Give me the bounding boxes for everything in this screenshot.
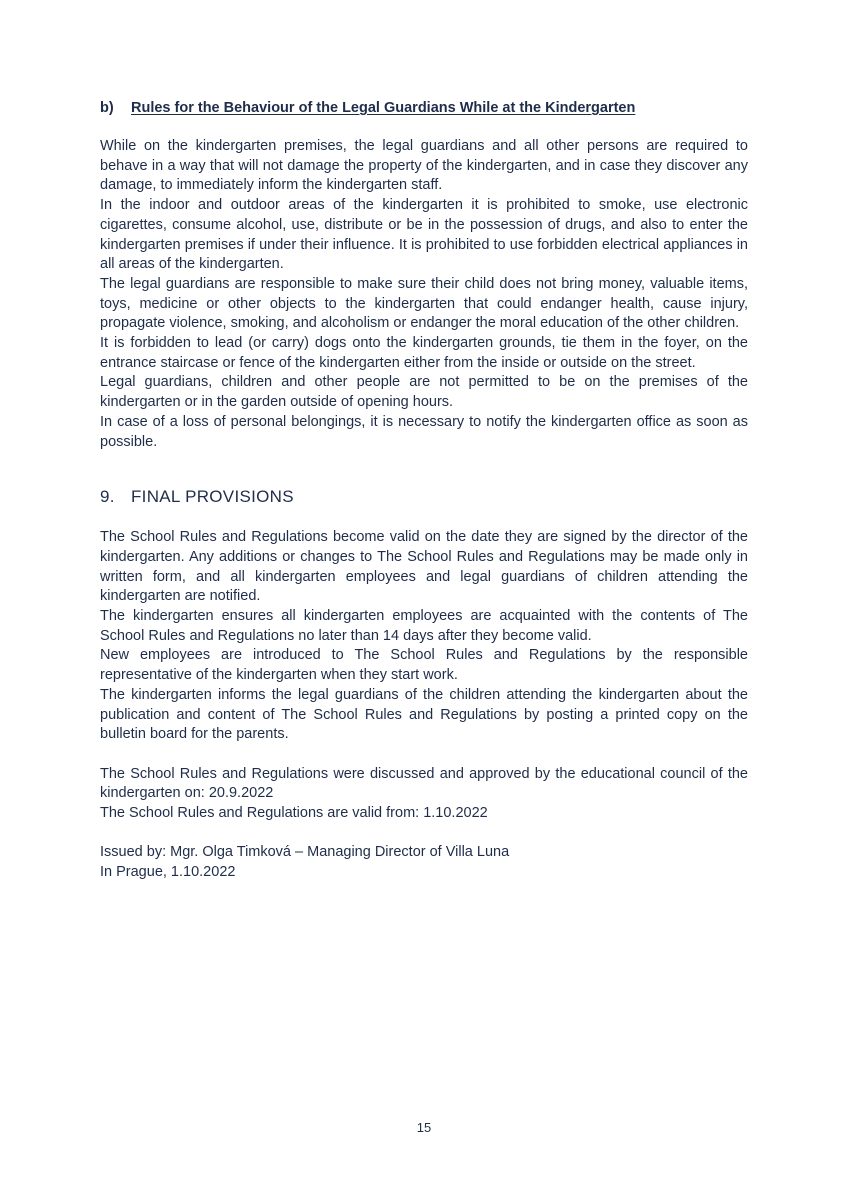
issued-block [100,843,748,882]
paragraph: It is forbidden to lead (or carry) dogs onto the kindergarten grounds, tie them in the foyer, on the entrance staircase or fence of the kindergarten either from the inside or outside on the street. [100,335,748,371]
subsection-body [100,137,748,452]
page-number: 15 [416,1120,432,1135]
paragraph: In the indoor and outdoor areas of the kindergarten it is prohibited to smoke, use electronic cigarettes, consume alcohol, use, distribute or be in the possession of drugs, and also to enter the kindergarten premises if under their influence. It is prohibited to use forbidden electrical appliances in all areas of the kindergarten. [100,197,748,273]
paragraph: The kindergarten ensures all kindergarten employees are acquainted with the contents of The School Rules and Regulations no later than 14 days after they become valid. [100,608,748,644]
paragraph: The School Rules and Regulations become valid on the date they are signed by the director of the kindergarten. Any additions or changes to The School Rules and Regulations may be made only in written form, and all kindergarten employees and legal guardians of children attending the kindergarten are notified. [100,529,748,605]
approval-block [100,765,748,804]
approval-discussed: The School Rules and Regulations were discussed and approved by the educational council of the kindergarten on: 20.9.2022 [100,765,748,802]
paragraph: New employees are introduced to The School Rules and Regulations by the responsible representative of the kindergarten when they start work. [100,647,748,684]
paragraph: Legal guardians, children and other people are not permitted to be on the premises of the kindergarten or in the garden outside of opening hours. [100,374,748,411]
subsection-heading [100,98,748,118]
paragraph: The kindergarten informs the legal guardians of the children attending the kindergarten about the publication and content of The School Rules and Regulations by posting a printed copy on the bulletin board for the parents. [100,686,748,743]
section-title: FINAL PROVISIONS [131,487,294,507]
document-page [100,98,748,883]
issued-by: Issued by: Mgr. Olga Timková – Managing Director of Villa Luna [100,844,510,861]
section-body [100,528,748,745]
paragraph: In case of a loss of personal belongings, it is necessary to notify the kindergarten office as soon as possible. [100,413,748,450]
subsection-marker: b) [100,100,114,116]
approval-valid-from: The School Rules and Regulations are valid from: 1.10.2022 [100,805,488,822]
section-number: 9. [100,487,115,507]
paragraph: The legal guardians are responsible to make sure their child does not bring money, valuable items, toys, medicine or other objects to the kindergarten that could endanger health, cause injury, propagate violence, smoking, and alcoholism or endanger the moral education of the other children. [100,275,748,332]
subsection-title: Rules for the Behaviour of the Legal Guardians While at the Kindergarten [131,100,636,116]
section-heading [100,486,748,508]
paragraph: While on the kindergarten premises, the legal guardians and all other persons are required to behave in a way that will not damage the property of the kindergarten, and in case they discover any damage, to immediately inform the kindergarten staff. [100,138,748,194]
validity-block [100,804,748,824]
place-date: In Prague, 1.10.2022 [100,864,236,881]
